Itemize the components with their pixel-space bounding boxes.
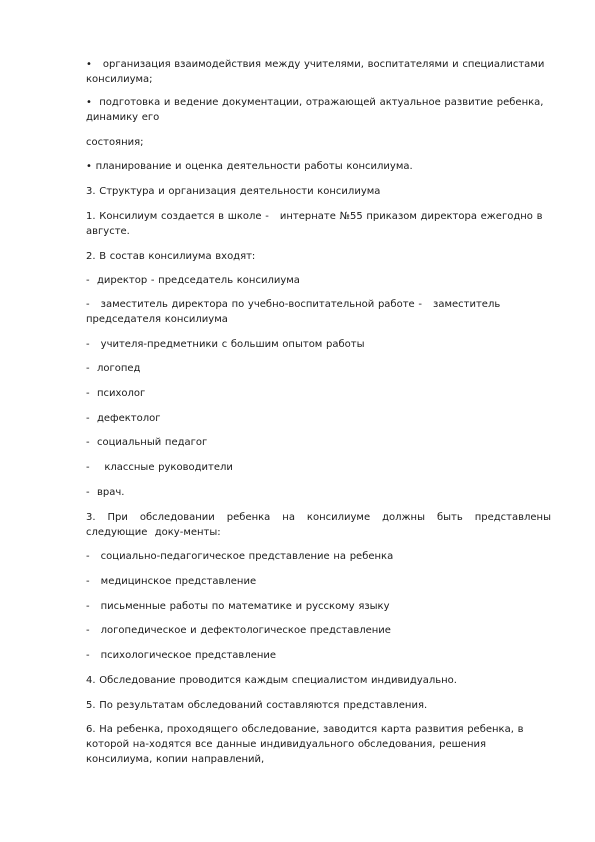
paragraph-item-2: 2. В состав консилиума входят: [86, 251, 256, 262]
list-item-social-pedagogue: - социальный педагог [86, 437, 208, 448]
paragraph-item-1: 1. Консилиум создается в школе - интернате №55 приказом директора ежегодно в августе. [86, 211, 547, 237]
list-item-speech-defectology-report: - логопедическое и дефектологическое представление [86, 625, 391, 636]
paragraph-item-3: 3. При обследовании ребенка на консилиуме должны быть представлены следующие доку-менты: [86, 512, 555, 538]
section-heading-structure: 3. Структура и организация деятельности консилиума [86, 186, 381, 197]
list-item-social-pedagogical-report: - социально-педагогическое представление на ребенка [86, 551, 394, 562]
paragraph-item-5: 5. По результатам обследований составляются представления. [86, 700, 428, 711]
list-item-medical-report: - медицинское представление [86, 576, 257, 587]
paragraph-bullet-planning: • планирование и оценка деятельности работы консилиума. [86, 161, 413, 172]
list-item-speech-therapist: - логопед [86, 363, 141, 374]
list-item-written-works: - письменные работы по математике и русскому языку [86, 601, 390, 612]
paragraph-bullet-interaction: • организация взаимодействия между учителями, воспитателями и специалистами консилиума; [86, 59, 549, 85]
list-item-defectologist: - дефектолог [86, 413, 161, 424]
list-item-doctor: - врач. [86, 487, 125, 498]
paragraph-item-4: 4. Обследование проводится каждым специалистом индивидуально. [86, 675, 457, 686]
list-item-class-teachers: - классные руководители [86, 462, 233, 473]
list-item-psychologist: - психолог [86, 388, 146, 399]
list-item-director: - директор - председатель консилиума [86, 275, 300, 286]
list-item-subject-teachers: - учителя-предметники с большим опытом работы [86, 339, 365, 350]
list-item-psychological-report: - психологическое представление [86, 650, 277, 661]
paragraph-bullet-documentation: • подготовка и ведение документации, отражающей актуальное развитие ребенка, динамику его [86, 97, 548, 123]
list-item-deputy-director: - заместитель директора по учебно-воспитательной работе - заместитель председателя консилиума [86, 299, 504, 325]
paragraph-item-6: 6. На ребенка, проходящего обследование, заводится карта развития ребенка, в которой на-ходятся все данные индивидуального обследования, решения консилиума, копии направлений, [86, 724, 528, 765]
paragraph-state: состояния; [86, 137, 144, 148]
